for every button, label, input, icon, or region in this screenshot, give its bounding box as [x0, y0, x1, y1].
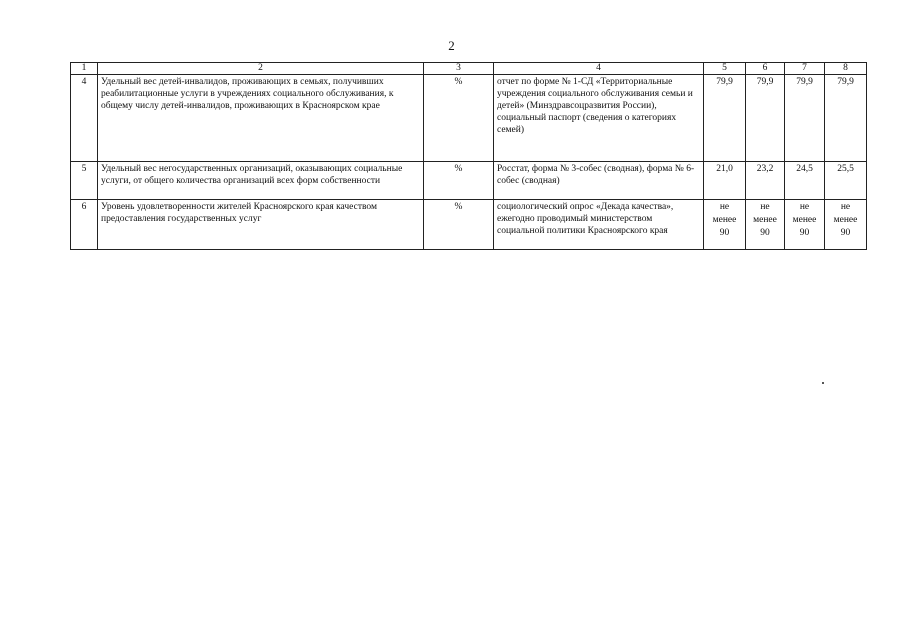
row-number: 6 [71, 200, 98, 250]
data-source: социологический опрос «Декада качества», ежегодно проводимый министерством социальной политики Красноярского края [494, 200, 704, 250]
value-cell: 23,2 [746, 162, 785, 200]
page-number: 2 [448, 38, 455, 53]
value-cell: 24,5 [785, 162, 825, 200]
value-cell: 79,9 [704, 75, 746, 162]
table-row [71, 75, 867, 162]
value-cell: не менее 90 [825, 200, 867, 250]
indicator-name: Удельный вес негосударственных организаций, оказывающих социальные услуги, от общего количества организаций всех форм собственности [98, 162, 424, 200]
header-cell: 7 [785, 63, 825, 75]
header-cell: 5 [704, 63, 746, 75]
scan-speck [822, 382, 824, 384]
value-cell: 21,0 [704, 162, 746, 200]
unit: % [424, 200, 494, 250]
header-cell: 1 [71, 63, 98, 75]
header-cell: 6 [746, 63, 785, 75]
value-cell: 79,9 [746, 75, 785, 162]
row-number: 4 [71, 75, 98, 162]
header-cell: 2 [98, 63, 424, 75]
unit: % [424, 162, 494, 200]
indicator-name: Уровень удовлетворенности жителей Красноярского края качеством предоставления государственных услуг [98, 200, 424, 250]
table-row [71, 162, 867, 200]
value-cell: не менее 90 [785, 200, 825, 250]
data-source: Росстат, форма № 3-собес (сводная), форма № 6-собес (сводная) [494, 162, 704, 200]
header-cell: 3 [424, 63, 494, 75]
value-cell: не менее 90 [746, 200, 785, 250]
value-cell: 25,5 [825, 162, 867, 200]
indicator-name: Удельный вес детей-инвалидов, проживающих в семьях, получивших реабилитационные услуги в учреждениях социального обслуживания, к общему числу детей-инвалидов, проживающих в Красноярском крае [98, 75, 424, 162]
row-number: 5 [71, 162, 98, 200]
indicators-table [70, 62, 867, 250]
data-source: отчет по форме № 1-СД «Территориальные учреждения социального обслуживания семьи и детей» (Минздравсоцразвития России), социальный паспорт (сведения о категориях семей) [494, 75, 704, 162]
header-row [71, 63, 867, 75]
value-cell: не менее 90 [704, 200, 746, 250]
header-cell: 4 [494, 63, 704, 75]
table-row [71, 200, 867, 250]
value-cell: 79,9 [825, 75, 867, 162]
unit: % [424, 75, 494, 162]
value-cell: 79,9 [785, 75, 825, 162]
header-cell: 8 [825, 63, 867, 75]
